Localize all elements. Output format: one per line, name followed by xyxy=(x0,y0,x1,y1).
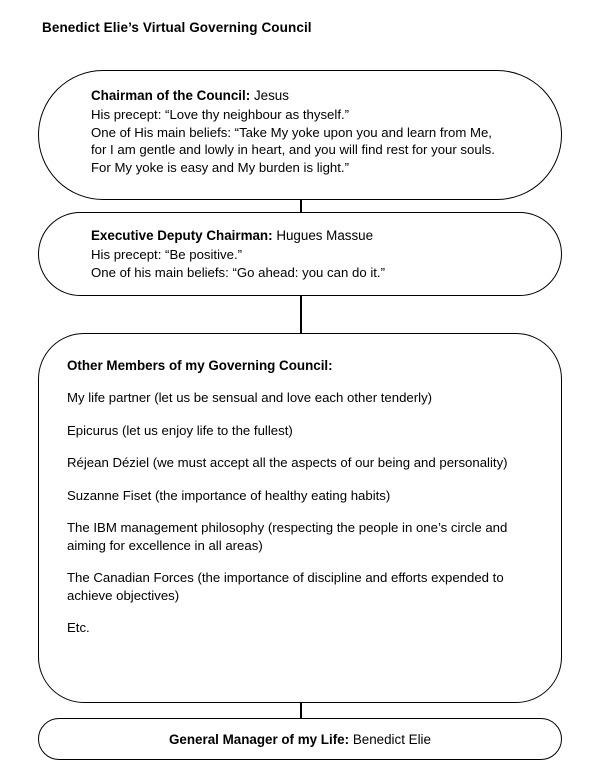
chairman-belief-label: One of His main beliefs: xyxy=(91,124,231,140)
list-item: The IBM management philosophy (respecting the people in one’s circle and aiming for excellence in all areas) xyxy=(67,520,508,553)
list-item: My life partner (let us be sensual and love each other tenderly) xyxy=(67,390,433,405)
list-item: Epicurus (let us enjoy life to the fullest) xyxy=(67,422,293,438)
chairman-precept-line xyxy=(91,106,531,124)
list-item: Réjean Déziel (we must accept all the aspects of our being and personality) xyxy=(67,455,508,470)
other-members-content xyxy=(67,358,537,637)
chairman-belief-part-1: “Take My yoke upon you and learn from Me, xyxy=(234,124,492,140)
other-members-title: Other Members of my Governing Council: xyxy=(67,358,333,373)
list-item: The Canadian Forces (the importance of discipline and efforts expended to achieve objectives) xyxy=(67,570,504,603)
list-item: Suzanne Fiset (the importance of healthy eating habits) xyxy=(67,487,391,503)
chairman-belief-line-1 xyxy=(91,124,531,142)
deputy-heading xyxy=(91,227,531,245)
manager-heading xyxy=(169,732,431,747)
deputy-content xyxy=(91,227,531,281)
node-executive-deputy-chairman xyxy=(38,212,562,296)
deputy-precept-line xyxy=(91,246,531,264)
node-other-members xyxy=(38,333,562,703)
list-item: Etc. xyxy=(67,620,90,635)
connector-others-to-manager xyxy=(300,703,302,718)
chairman-precept: “Love thy neighbour as thyself.” xyxy=(165,107,350,122)
deputy-precept-label: His precept: xyxy=(91,247,162,262)
chairman-belief-line-3: For My yoke is easy and My burden is light.” xyxy=(91,159,349,175)
connector-chairman-to-deputy xyxy=(300,200,302,212)
chairman-content xyxy=(91,87,531,176)
page-title: Benedict Elie’s Virtual Governing Council xyxy=(42,20,312,35)
manager-content xyxy=(39,719,561,759)
deputy-precept: “Be positive.” xyxy=(165,247,243,262)
deputy-name: Hugues Massue xyxy=(276,228,374,243)
deputy-role-label: Executive Deputy Chairman: xyxy=(91,228,273,243)
deputy-belief-line xyxy=(91,264,531,282)
chairman-precept-label: His precept: xyxy=(91,107,162,122)
manager-role-label: General Manager of my Life: xyxy=(169,731,350,747)
manager-name: Benedict Elie xyxy=(352,731,431,747)
chairman-belief-line-2: for I am gentle and lowly in heart, and you will find rest for your souls. xyxy=(91,142,495,157)
connector-deputy-to-others xyxy=(300,296,302,333)
deputy-belief-label: One of his main beliefs: xyxy=(91,264,229,280)
node-chairman xyxy=(38,70,562,200)
chairman-name: Jesus xyxy=(253,88,289,103)
node-general-manager xyxy=(38,718,562,760)
chairman-role-label: Chairman of the Council: xyxy=(91,88,251,103)
chairman-heading xyxy=(91,87,531,105)
deputy-belief: “Go ahead: you can do it.” xyxy=(232,264,385,280)
